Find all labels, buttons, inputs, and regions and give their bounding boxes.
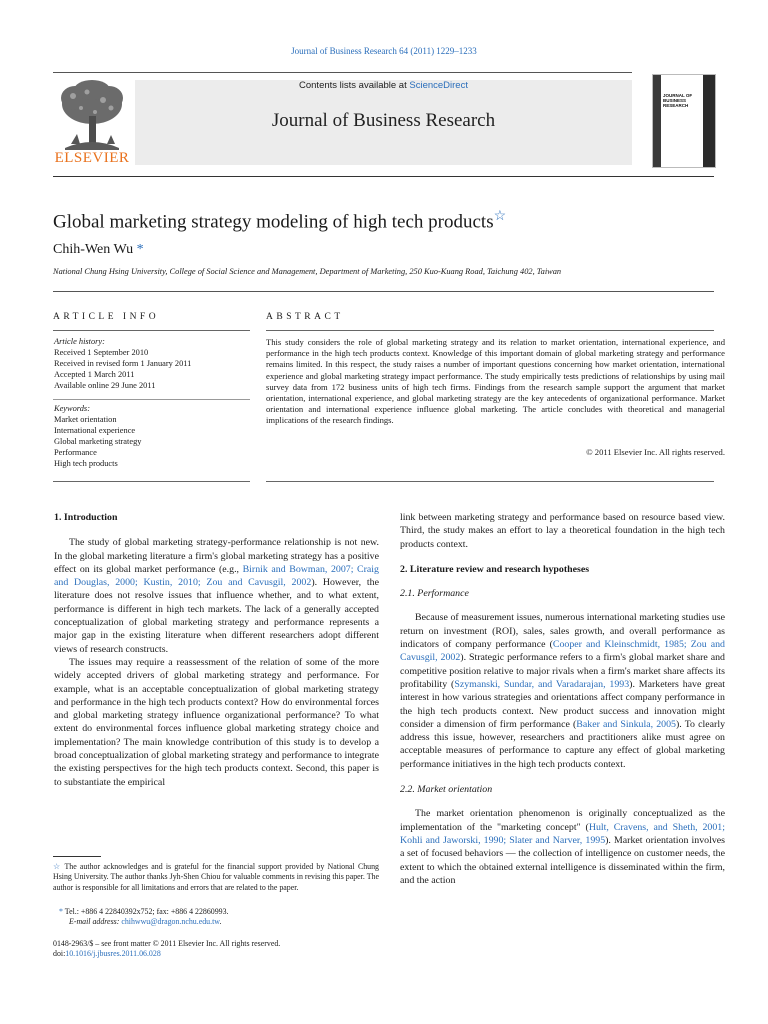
article-history (54, 336, 250, 391)
performance-text: Because of measurement issues, numerous international marketing studies use return on investment (ROI), sales, sales growth, and overall performance as indicators of company performance ( (400, 612, 725, 651)
top-rule (53, 72, 632, 73)
performance-text: ). To clearly address this issue, however, researchers and practitioners alike must agree on acceptable measures of performance to capture any effect of global marketing performance initiatives in the high tech products context. (400, 718, 726, 770)
doi-link[interactable]: 10.1016/j.jbusres.2011.06.028 (65, 949, 161, 959)
email-label: E-mail address: (69, 917, 120, 927)
history-item: Available online 29 June 2011 (54, 381, 156, 390)
keyword: Global marketing strategy (54, 437, 142, 446)
keywords-label: Keywords: (54, 404, 90, 413)
article-info-heading: ARTICLE INFO (53, 312, 160, 322)
continued-paragraph: link between marketing strategy and performance based on resource based view. Third, the study makes an effort to lay a theoretical foundation in the high tech products context. (400, 512, 725, 550)
email-link[interactable]: chihwwu@dragon.nchu.edu.tw (121, 917, 220, 927)
cover-strip-right (703, 75, 715, 167)
article-info-bottom-rule (53, 481, 250, 482)
journal-title: Journal of Business Research (271, 110, 496, 131)
citation-link[interactable]: Hult, Cravens, and Sheth, 2001; Kohli and Jaworski, 1990; Slater and Narver, 1995 (400, 821, 725, 846)
market-orientation-text: The market orientation phenomenon is originally conceptualized as the implementation of the "marketing concept" ( (400, 808, 725, 833)
citation-link[interactable]: Szymanski, Sundar, and Varadarajan, 1993 (454, 678, 630, 690)
intro-text: The study of global marketing strategy-performance relationship is not new. In the global marketing literature a firm's global marketing strategy has a positive effect on its global market performance (e.g., (54, 537, 379, 575)
cover-strip (653, 75, 661, 167)
affiliation-rule (53, 291, 714, 292)
corresponding-mark: * (59, 907, 63, 916)
header-rule (53, 176, 714, 177)
section-heading-introduction: 1. Introduction (54, 512, 118, 523)
abstract-bottom-rule (266, 481, 714, 482)
intro-text: ). However, the literature does not resolve issues that influence whether, and to what extent, performance is different in high tech markets. The lack of a generally accepted conceptualization of global marketing strategy and performance represents a major gap in the existing literature when different researchers adopt different views of research constructs. (54, 577, 379, 655)
cover-title: JOURNAL OF BUSINESS RESEARCH (663, 93, 693, 108)
contents-line (135, 80, 632, 91)
history-label: Article history: (54, 337, 105, 346)
author (53, 242, 144, 258)
running-head[interactable]: Journal of Business Research 64 (2011) 1229–1233 (291, 46, 477, 56)
journal-cover-thumbnail (652, 74, 716, 168)
footnote-star: ☆ (53, 862, 62, 871)
front-matter (53, 939, 379, 960)
left-column (54, 511, 379, 789)
title-text: Global marketing strategy modeling of high tech products (53, 211, 494, 233)
performance-text: ). Marketers have great interest in how various strategies and orientations affect company performance in the high tech products context. New product success and innovation might consider a dimension of firm performance ( (400, 678, 725, 730)
market-orientation-paragraph (400, 807, 725, 887)
performance-paragraph (400, 611, 725, 771)
subsection-heading-market-orientation: 2.2. Market orientation (400, 784, 493, 796)
market-orientation-text: ). Market orientation involves a set of focused behaviors — the collection of intelligence on customer needs, the extent to which the obtained external intelligence is disseminated within the firm, and the action (400, 834, 725, 886)
doi-line (53, 949, 379, 959)
history-item: Received in revised form 1 January 2011 (54, 359, 192, 368)
title-footnote-star[interactable]: ☆ (493, 209, 507, 224)
front-matter-text: 0148-2963/$ – see front matter © 2011 Elsevier Inc. All rights reserved. (53, 939, 281, 948)
affiliation: National Chung Hsing University, College of Social Science and Management, Department of Marketing, 250 Kuo-Kuang Road, Taichung 402, Taiwan (53, 267, 562, 276)
article-info-rule (53, 330, 250, 331)
history-item: Accepted 1 March 2011 (54, 370, 135, 379)
abstract-copyright: © 2011 Elsevier Inc. All rights reserved. (586, 447, 725, 457)
contents-prefix: Contents lists available at (299, 80, 410, 91)
footnote-acknowledgment (53, 862, 379, 893)
subsection-heading-performance: 2.1. Performance (400, 588, 469, 600)
elsevier-wordmark: ELSEVIER (54, 150, 130, 166)
author-name: Chih-Wen Wu (53, 242, 134, 257)
citation-link[interactable]: Baker and Sinkula, 2005 (576, 718, 676, 730)
footnote-contact (53, 907, 385, 928)
phone-text: Tel.: +886 4 22840392x752; fax: +886 4 22860993. (64, 907, 229, 916)
footnote-rule (53, 856, 101, 857)
doi-label: doi: (53, 949, 66, 959)
sciencedirect-link[interactable]: ScienceDirect (409, 80, 468, 91)
right-column (400, 511, 725, 887)
keyword: Performance (54, 448, 97, 457)
performance-text: ). Strategic performance refers to a firm's global market share and competitive position relative to major rivals when a firm's market share affects its profitability ( (400, 652, 725, 690)
citation-link[interactable]: Birnik and Bowman, 2007; Craig and Douglas, 2000; Kustin, 2010; Zou and Cavusgil, 2002 (54, 563, 379, 589)
section-heading-literature: 2. Literature review and research hypotheses (400, 563, 590, 575)
article-info-separator (53, 399, 250, 400)
keywords (54, 403, 250, 469)
abstract-rule (266, 330, 714, 331)
keyword: International experience (54, 426, 136, 435)
abstract-heading: ABSTRACT (266, 312, 344, 322)
contact-email: E-mail address: chihwwu@dragon.nchu.edu.tw. (69, 917, 222, 927)
history-item: Received 1 September 2010 (54, 348, 149, 357)
citation-link[interactable]: Cooper and Kleinschmidt, 1985; Zou and Cavusgil, 2002 (400, 639, 725, 664)
intro-paragraph-1 (54, 536, 379, 656)
keyword: Market orientation (54, 415, 117, 424)
abstract-text: This study considers the role of global marketing strategy and its relation to market orientation, international experience, and performance in the high tech products context. Knowledge of this important domain of global marketing strategy and performance remains limited. In this respect, the study raises a number of important questions concerning how market orientation, international experience and global marketing strategy impact performance. The study empirically tests predictions of relationships by using mail survey data from 172 business units of high tech firms. Findings from the research sample support the argument that market orientation, international experience, and global marketing strategy are the key antecedents of organizational performance. Market orientation and international experience influence global marketing. The article concludes with theoretical and managerial implications of the research findings. (266, 337, 725, 426)
contact-phone (59, 907, 385, 917)
intro-paragraph-2: The issues may require a reassessment of the relation of some of the more widely accepted drivers of global marketing strategy and performance. For example, what is an acceptable conceptualization of global marketing strategy and performance in the high tech products context? How do environmental forces and global marketing strategy influence organizational performance? To what extent do environmental forces influence global marketing strategy choice and implementation? The main knowledge contribution of this study is to develop a broad conceptualization of global marketing strategy and performance to integrate the existing perspectives for the high tech products context. Second, this paper is to substantiate the empirical (54, 656, 379, 788)
keyword: High tech products (54, 459, 118, 468)
author-footnote-mark[interactable]: * (136, 242, 144, 257)
article-title (53, 208, 693, 233)
acknowledgment-text: The author acknowledges and is grateful for the financial support provided by National Chung Hsing University. The author thanks Jyh-Shen Chiou for valuable comments in revising this paper. The author is responsible for all limitations and errors that are related to the paper. (53, 862, 379, 892)
